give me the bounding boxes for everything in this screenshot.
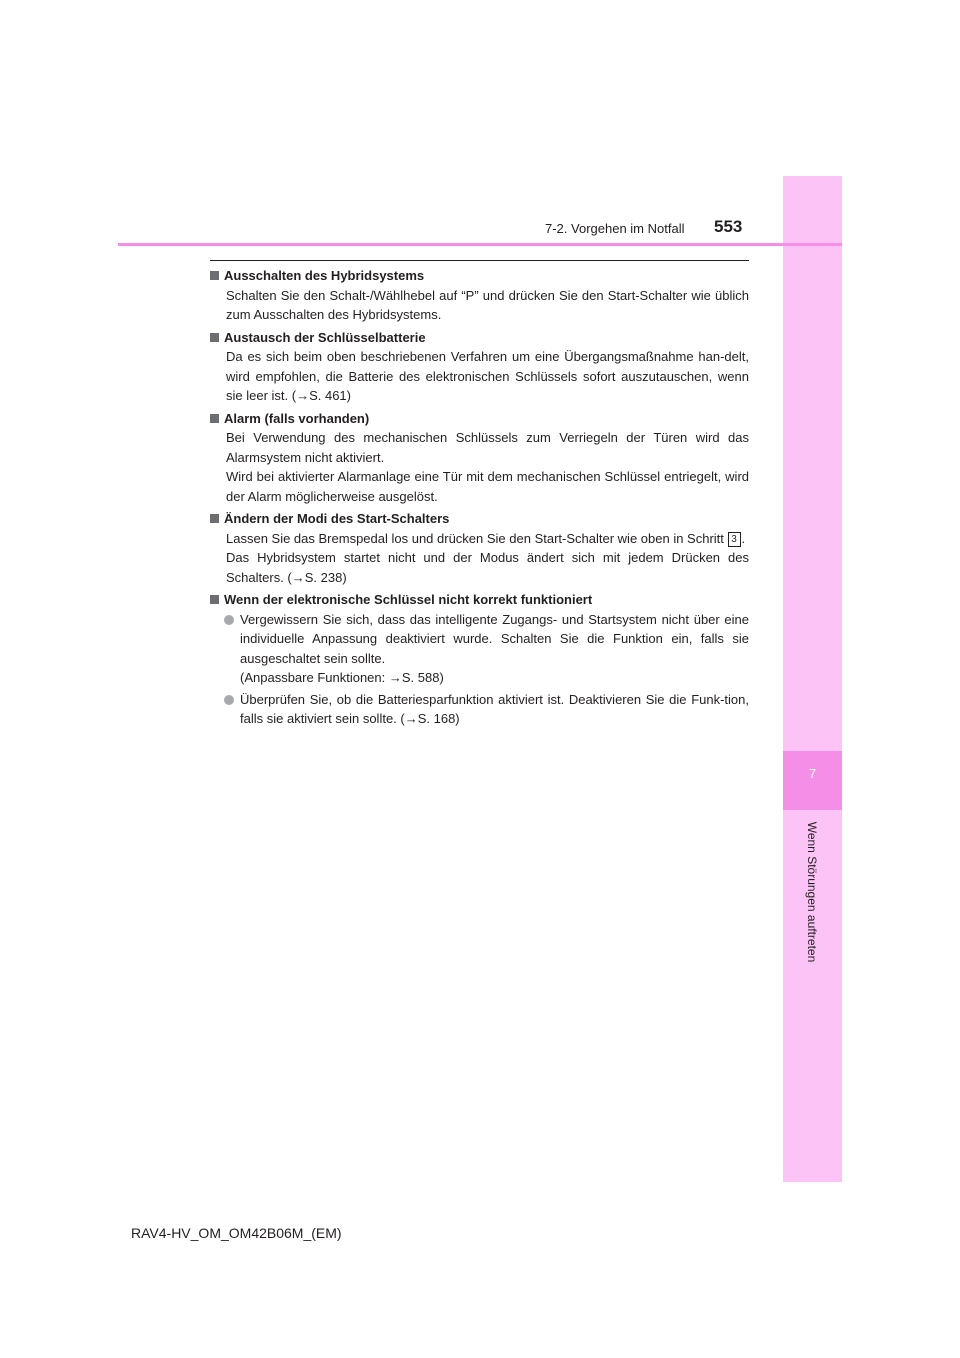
section-title — [210, 590, 749, 610]
list-item-text: Überprüfen Sie, ob die Batteriesparfunktion aktiviert ist. Deaktivieren Sie die Funk-tion, falls sie aktiviert sein sollte. (→S. 168) — [240, 691, 749, 726]
document-id: RAV4-HV_OM_OM42B06M_(EM) — [131, 1225, 342, 1241]
list-item — [210, 690, 749, 729]
text-fragment: (Anpassbare Funktionen: →S. 588) — [240, 670, 444, 685]
square-bullet-icon — [210, 271, 219, 280]
section-title — [210, 328, 749, 348]
text-line: Das Hybridsystem startet nicht und der Modus ändert sich mit jedem Drücken des Schalters. (→S. 238) — [226, 550, 749, 585]
section-title-text: Austausch der Schlüsselbatterie — [224, 329, 426, 345]
step-number-icon: 3 — [728, 532, 741, 547]
header-section: 7-2. Vorgehen im Notfall — [545, 221, 685, 236]
page-number: 553 — [714, 217, 743, 236]
square-bullet-icon — [210, 514, 219, 523]
section-title-text: Wenn der elektronische Schlüssel nicht korrekt funktioniert — [224, 592, 593, 607]
circle-bullet-icon — [224, 615, 234, 625]
text-fragment: Vergewissern Sie sich, dass das intelligente Zugangs- und Startsystem nicht über eine individuelle Anpassung deaktiviert wurde. Schalten Sie die Funktion ein, falls sie ausgeschaltet sein sollte. — [240, 611, 749, 666]
side-band — [783, 176, 842, 1182]
square-bullet-icon — [210, 595, 219, 604]
list-item — [210, 610, 749, 688]
square-bullet-icon — [210, 333, 219, 342]
section-text: Da es sich beim oben beschriebenen Verfahren um eine Übergangsmaßnahme han-delt, wird empfohlen, die Batterie des elektronischen Schlüssels sofort auszutauschen, wenn sie leer ist. (→S. 461) — [226, 349, 749, 403]
content-divider — [210, 260, 749, 261]
section-text — [210, 529, 749, 588]
section-text — [210, 428, 749, 506]
section-text: Schalten Sie den Schalt-/Wählhebel auf “P” und drücken Sie den Start-Schalter wie üblich zum Ausschalten des Hybridsystems. — [226, 287, 749, 322]
section-title — [210, 509, 749, 529]
chapter-number: 7 — [808, 766, 817, 781]
text-line: Wird bei aktivierter Alarmanlage eine Tür mit dem mechanischen Schlüssel entriegelt, wird der Alarm möglicherweise ausgelöst. — [226, 469, 749, 504]
content — [210, 266, 749, 729]
text-fragment: . — [741, 530, 746, 546]
section-title-text: Ändern der Modi des Start-Schalters — [224, 511, 450, 526]
list-item-text — [240, 610, 749, 688]
square-bullet-icon — [210, 414, 219, 423]
section-title — [210, 409, 749, 429]
text-line: Bei Verwendung des mechanischen Schlüssels zum Verriegeln der Türen wird das Alarmsystem nicht aktiviert. — [226, 430, 749, 465]
chapter-title-text: Wenn Störungen auftreten — [805, 821, 819, 963]
header-divider — [118, 243, 842, 246]
section-title — [210, 266, 749, 286]
circle-bullet-icon — [224, 695, 234, 705]
section-title-text: Ausschalten des Hybridsystems — [224, 268, 425, 283]
text-fragment: Lassen Sie das Bremspedal los und drücken Sie den Start-Schalter wie oben in Schritt — [226, 530, 724, 546]
section-title-text: Alarm (falls vorhanden) — [224, 410, 370, 426]
text-line — [226, 529, 749, 549]
